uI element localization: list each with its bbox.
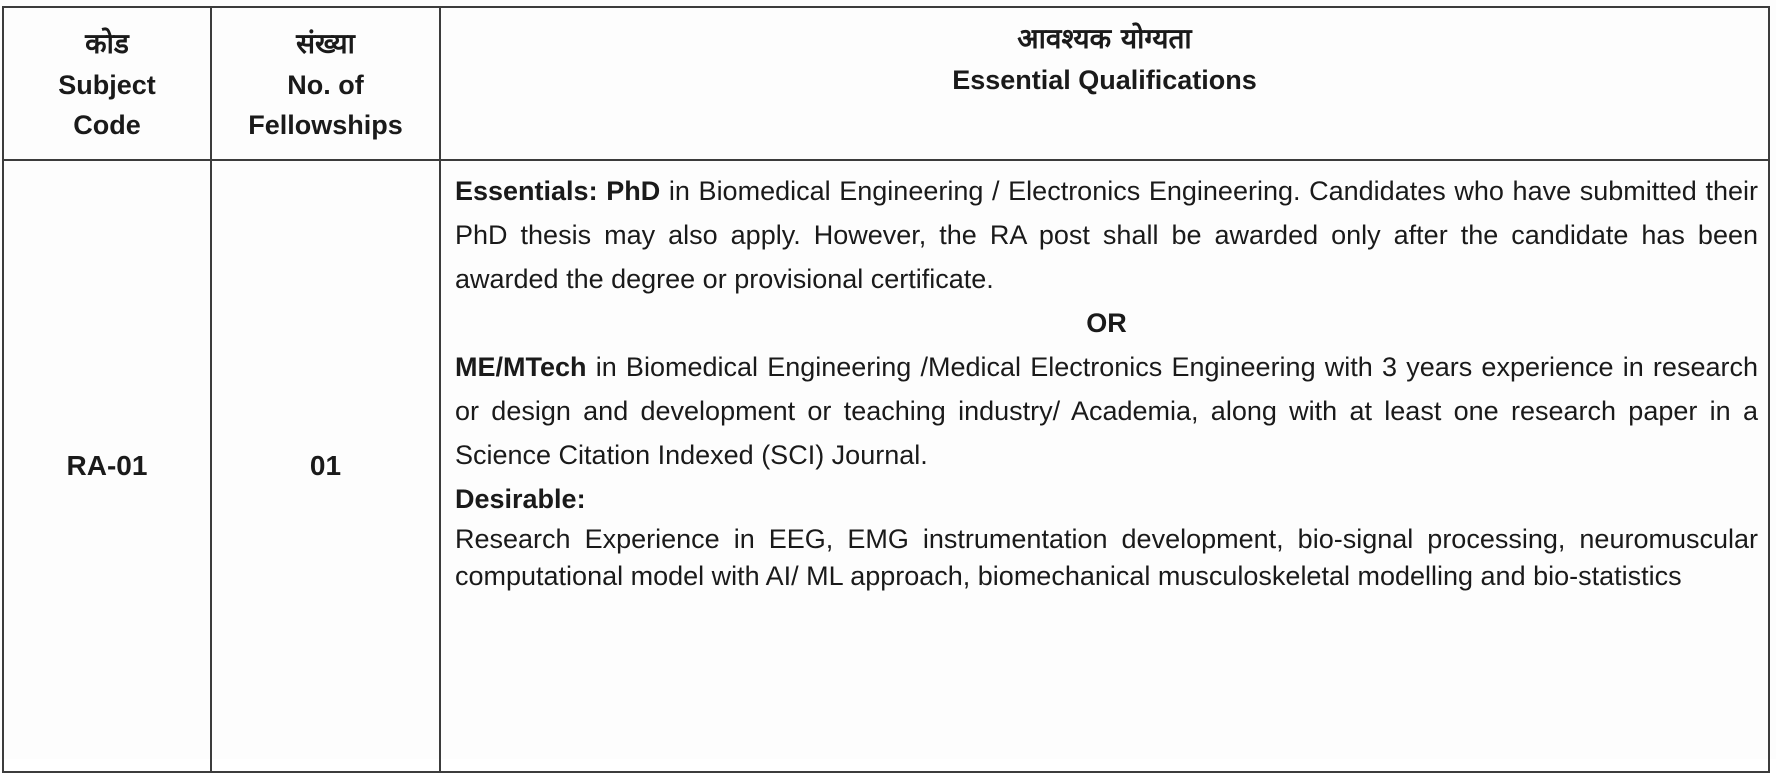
alternative-paragraph	[455, 345, 1758, 477]
essentials-paragraph	[455, 169, 1758, 301]
desirable-label: Desirable:	[455, 484, 586, 514]
header-fellowships-hindi: संख्या	[296, 26, 355, 60]
header-fellowships-line1: No. of	[287, 69, 364, 100]
essentials-label: Essentials:	[455, 176, 598, 206]
or-separator: OR	[1086, 308, 1127, 338]
bottom-edge-fragment	[2, 751, 404, 759]
essentials-degree: PhD	[606, 176, 661, 206]
alternative-degree: ME/MTech	[455, 352, 587, 382]
header-qualifications	[440, 7, 1769, 160]
table-row	[3, 160, 1769, 772]
header-subject-code-line1: Subject	[58, 69, 156, 100]
header-subject-code-hindi: कोड	[85, 26, 129, 60]
header-fellowships	[211, 7, 440, 160]
header-subject-code	[3, 7, 211, 160]
desirable-text: Research Experience in EEG, EMG instrumentation development, bio-signal processing, neuromuscular computational model with AI/ ML approach, biomechanical musculoskeletal modelling and bio-statistics	[455, 524, 1758, 591]
header-fellowships-line2: Fellowships	[248, 109, 403, 140]
subject-code-cell: RA-01	[3, 160, 211, 772]
qualification-cell	[440, 160, 1769, 772]
top-edge-fragment	[0, 0, 1776, 4]
essentials-text: in Biomedical Engineering / Electronics Engineering. Candidates who have submitted their PhD thesis may also apply. However, the RA post shall be awarded only after the candidate has been awarded the degree or provisional certificate.	[455, 176, 1758, 294]
header-qualifications-line1: Essential Qualifications	[952, 65, 1257, 95]
header-qualifications-hindi: आवश्यक योग्यता	[1017, 22, 1192, 55]
table-header-row	[3, 7, 1769, 160]
fellowship-count-cell: 01	[211, 160, 440, 772]
header-subject-code-line2: Code	[73, 109, 141, 140]
qualifications-table	[2, 6, 1770, 773]
alternative-text: in Biomedical Engineering /Medical Electronics Engineering with 3 years experience in research or design and development or teaching industry/ Academia, along with at least one research paper in a Science Citation Indexed (SCI) Journal.	[455, 352, 1758, 470]
